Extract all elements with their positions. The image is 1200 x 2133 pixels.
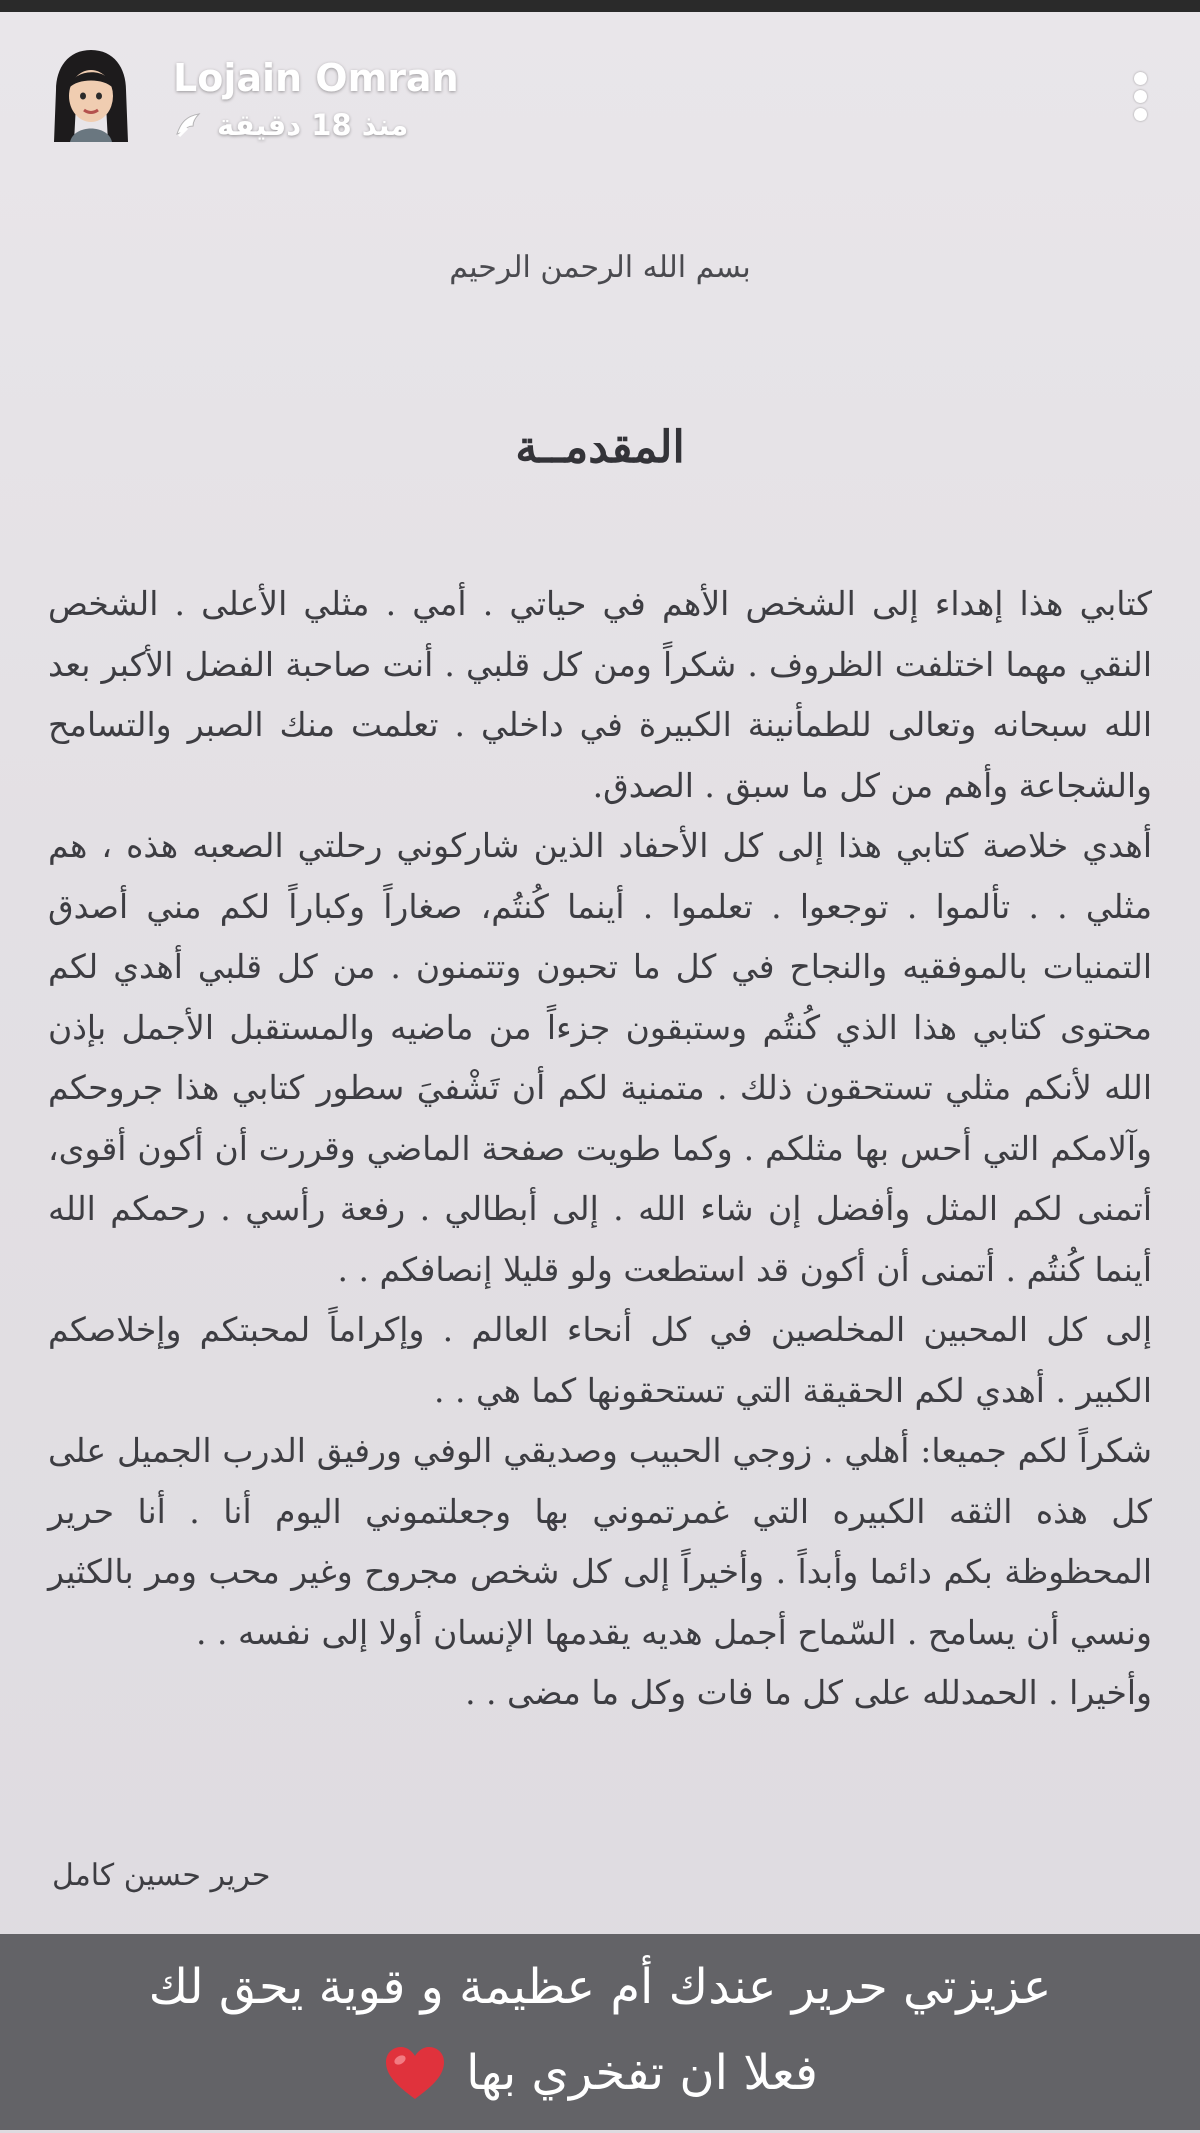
basmala: بسم الله الرحمن الرحيم bbox=[449, 250, 751, 285]
more-vertical-icon[interactable] bbox=[1120, 68, 1160, 138]
story-view[interactable] bbox=[0, 12, 1200, 2133]
caption-line-1: عزيزتي حرير عندك أم عظيمة و قوية يحق لك bbox=[148, 1959, 1052, 2015]
time-ago: منذ 18 دقيقة bbox=[217, 108, 409, 142]
gesture-icon bbox=[173, 110, 205, 140]
paragraph: كتابي هذا إهداء إلى الشخص الأهم في حياتي . أمي . مثلي الأعلى . الشخص النقي مهما اختلفت الظروف . شكراً ومن كل قلبي . أنت صاحبة الفضل الأكبر بعد الله سبحانه وتعالى للطمأنينة الكبيرة في داخلي . تعلمت منك الصبر والتسامح والشجاعة وأهم من كل ما سبق . الصدق. bbox=[48, 584, 1152, 805]
signature: حرير حسين كامل bbox=[52, 1858, 271, 1893]
story-caption bbox=[0, 1934, 1200, 2130]
paragraph: شكراً لكم جميعا: أهلي . زوجي الحبيب وصديقي الوفي ورفيق الدرب الجميل على كل هذه الثقه الكبيره التي غمرتموني بها وجعلتموني اليوم أنا . أنا حرير المحظوظة بكم دائما وأبداً . وأخيراً إلى كل شخص مجروح وغير محب ومر بالكثير ونسي أن يسامح . السّماح أجمل هديه يقدمها الإنسان أولا إلى نفسه . . bbox=[48, 1431, 1152, 1652]
paragraph: أهدي خلاصة كتابي هذا إلى كل الأحفاد الذين شاركوني رحلتي الصعبه هذه ، هم مثلي . . تألموا . توجعوا . تعلموا . أينما كُنتُم، صغاراً وكباراً لكم مني أصدق التمنيات بالموفقيه والنجاح في كل ما تحبون وتتمنون . من كل قلبي أهدي لكم محتوى كتابي هذا الذي كُنتُم وستبقون جزءاً من ماضيه والمستقبل الأجمل بإذن الله لأنكم مثلي تستحقون ذلك . متمنية لكم أن تَشْفيَ سطور كتابي هذا جروحكم وآلامكم التي أحس بها مثلكم . وكما طويت صفحة الماضي وقررت أن أكون أقوى، أتمنى لكم المثل وأفضل إن شاء الله . إلى أبطالي . رفعة رأسي . رحمكم الله أينما كُنتُم . أتمنى أن أكون قد استطعت ولو قليلا إنصافكم . . bbox=[48, 826, 1152, 1289]
paragraph: إلى كل المحبين المخلصين في كل أنحاء العالم . وإكراماً لمحبتكم وإخلاصكم الكبير . أهدي لكم الحقيقة التي تستحقونها كما هي . . bbox=[48, 1310, 1152, 1410]
heart-icon bbox=[382, 2043, 448, 2103]
caption-line-2-row bbox=[0, 2030, 1200, 2116]
paragraph: وأخيرا . الحمدلله على كل ما فات وكل ما مضى . . bbox=[465, 1673, 1152, 1712]
story-header bbox=[38, 38, 1162, 158]
status-strip bbox=[0, 0, 1200, 12]
time-row bbox=[173, 108, 408, 142]
document-body bbox=[48, 574, 1152, 1724]
page-title: المقدمــة bbox=[515, 422, 685, 473]
user-name[interactable]: Lojain Omran bbox=[173, 56, 459, 100]
caption-line-2: فعلا ان تفخري بها bbox=[466, 2045, 818, 2101]
avatar[interactable] bbox=[46, 44, 136, 154]
